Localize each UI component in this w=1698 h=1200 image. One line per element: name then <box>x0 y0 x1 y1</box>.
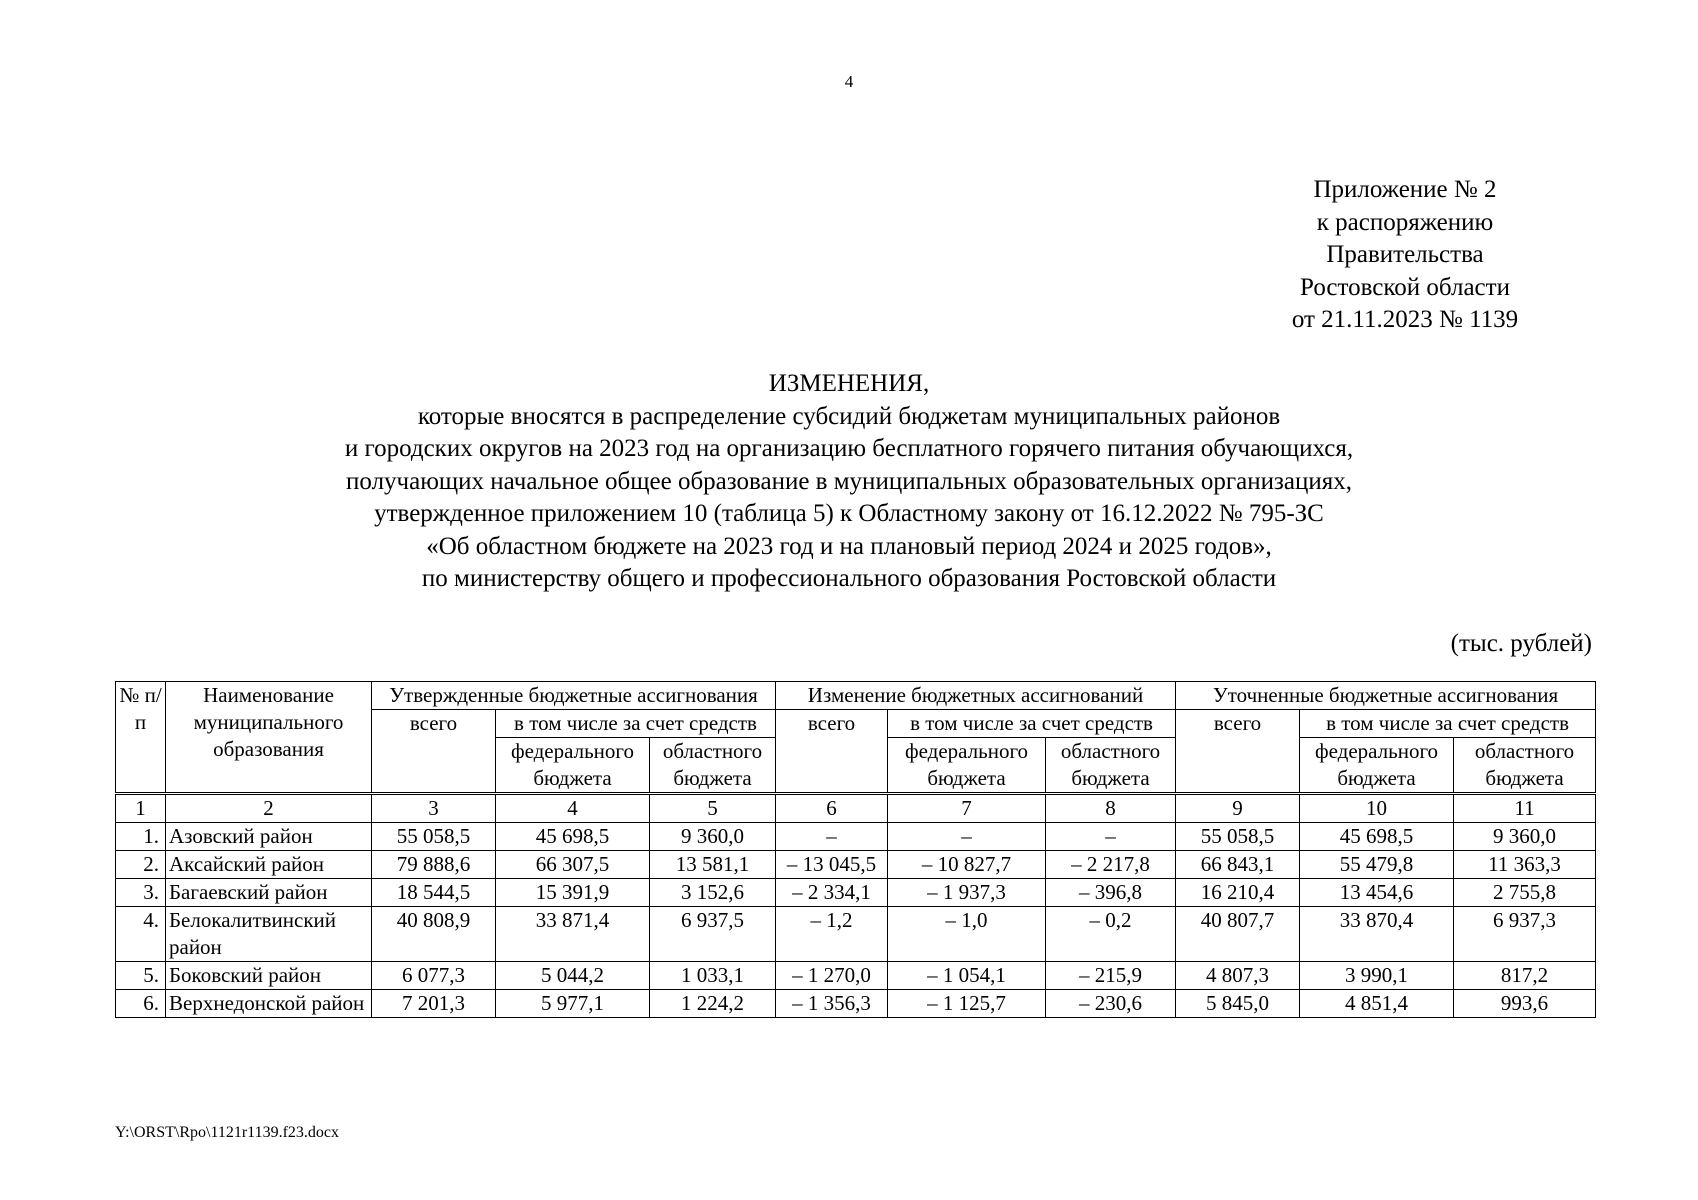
column-number: 7 <box>888 794 1046 823</box>
amount-cell: 5 845,0 <box>1176 990 1300 1018</box>
table-row <box>116 907 1596 962</box>
header-regional: областного бюджета <box>650 738 776 794</box>
amount-cell: 993,6 <box>1454 990 1596 1018</box>
amount-cell: 5 044,2 <box>496 962 650 990</box>
row-index: 3. <box>116 879 166 907</box>
amount-cell: 2 755,8 <box>1454 879 1596 907</box>
amount-cell: – 10 827,7 <box>888 851 1046 879</box>
heading-line: по министерству общего и профессионального образования Ростовской области <box>421 565 1277 592</box>
municipality-name: Верхнедонской район <box>166 990 372 1018</box>
header-total: всего <box>1176 710 1300 794</box>
column-number-row <box>116 794 1596 823</box>
header-regional: областного бюджета <box>1046 738 1176 794</box>
amount-cell: 3 152,6 <box>650 879 776 907</box>
amount-cell: 4 807,3 <box>1176 962 1300 990</box>
heading-line: и городских округов на 2023 год на организацию бесплатного горячего питания обучающихся, <box>344 435 1354 462</box>
amount-cell: 7 201,3 <box>372 990 496 1018</box>
allocation-table <box>115 681 1596 1018</box>
header-approved: Утвержденные бюджетные ассигнования <box>372 682 776 710</box>
amount-cell: 15 391,9 <box>496 879 650 907</box>
column-number: 10 <box>1300 794 1454 823</box>
heading-line: получающих начальное общее образование в муниципальных образовательных организациях, <box>346 467 1352 495</box>
column-number: 11 <box>1454 794 1596 823</box>
table-row <box>116 990 1596 1018</box>
amount-cell: 5 977,1 <box>496 990 650 1018</box>
amount-cell: 40 807,7 <box>1176 907 1300 962</box>
table-body <box>116 794 1596 1018</box>
amount-cell: – 1,2 <box>776 907 888 962</box>
header-including: в том числе за счет средств <box>888 710 1176 738</box>
row-index: 5. <box>116 962 166 990</box>
amount-cell: 45 698,5 <box>1300 823 1454 851</box>
table-row <box>116 823 1596 851</box>
column-number: 6 <box>776 794 888 823</box>
column-number: 9 <box>1176 794 1300 823</box>
municipality-name: Азовский район <box>166 823 372 851</box>
amount-cell: – 215,9 <box>1046 962 1176 990</box>
amount-cell: 33 870,4 <box>1300 907 1454 962</box>
amount-cell: 79 888,6 <box>372 851 496 879</box>
header-name: Наименование муниципального образования <box>166 682 372 794</box>
amount-cell: 4 851,4 <box>1300 990 1454 1018</box>
row-index: 4. <box>116 907 166 962</box>
municipality-name: Белокалитвинский район <box>166 907 372 962</box>
header-including: в том числе за счет средств <box>1300 710 1596 738</box>
amount-cell: – 1 270,0 <box>776 962 888 990</box>
amount-cell: – 396,8 <box>1046 879 1176 907</box>
amount-cell: – <box>776 823 888 851</box>
amount-cell: 11 363,3 <box>1454 851 1596 879</box>
amount-cell: 13 454,6 <box>1300 879 1454 907</box>
row-index: 1. <box>116 823 166 851</box>
amount-cell: 1 224,2 <box>650 990 776 1018</box>
appendix-line: от 21.11.2023 № 1139 <box>1291 306 1519 333</box>
municipality-name: Аксайский район <box>166 851 372 879</box>
row-index: 6. <box>116 990 166 1018</box>
table-row <box>116 879 1596 907</box>
document-title: ИЗМЕНЕНИЯ, <box>768 370 930 397</box>
amount-cell: 13 581,1 <box>650 851 776 879</box>
file-path: Y:\ORST\Rpo\1121r1139.f23.docx <box>115 1124 340 1141</box>
amount-cell: 18 544,5 <box>372 879 496 907</box>
amount-cell: 16 210,4 <box>1176 879 1300 907</box>
amount-cell: – 230,6 <box>1046 990 1176 1018</box>
appendix-block <box>1260 174 1550 337</box>
amount-cell: – 2 334,1 <box>776 879 888 907</box>
amount-cell: – <box>1046 823 1176 851</box>
header-revised: Уточненные бюджетные ассигнования <box>1176 682 1596 710</box>
document-heading <box>0 368 1698 596</box>
amount-cell: 55 058,5 <box>1176 823 1300 851</box>
heading-line: которые вносятся в распределение субсидий бюджетам муниципальных районов <box>417 402 1281 430</box>
table-row <box>116 962 1596 990</box>
amount-cell: – 1 356,3 <box>776 990 888 1018</box>
amount-cell: 66 307,5 <box>496 851 650 879</box>
header-no: № п/п <box>116 682 166 794</box>
header-including: в том числе за счет средств <box>496 710 776 738</box>
amount-cell: 817,2 <box>1454 962 1596 990</box>
amount-cell: 9 360,0 <box>1454 823 1596 851</box>
appendix-line: Правительства <box>1326 241 1484 268</box>
amount-cell: – 2 217,8 <box>1046 851 1176 879</box>
municipality-name: Багаевский район <box>166 879 372 907</box>
amount-cell: 66 843,1 <box>1176 851 1300 879</box>
table-row <box>116 851 1596 879</box>
amount-cell: – 1 054,1 <box>888 962 1046 990</box>
amount-cell: – 0,2 <box>1046 907 1176 962</box>
column-number: 3 <box>372 794 496 823</box>
amount-cell: 6 937,3 <box>1454 907 1596 962</box>
column-number: 1 <box>116 794 166 823</box>
amount-cell: – <box>888 823 1046 851</box>
header-federal: федерального бюджета <box>888 738 1046 794</box>
amount-cell: – 1,0 <box>888 907 1046 962</box>
header-change: Изменение бюджетных ассигнований <box>776 682 1176 710</box>
amount-cell: 3 990,1 <box>1300 962 1454 990</box>
amount-cell: 33 871,4 <box>496 907 650 962</box>
amount-cell: 45 698,5 <box>496 823 650 851</box>
heading-line: утвержденное приложением 10 (таблица 5) к Областному закону от 16.12.2022 № 795-ЗС <box>374 500 1324 527</box>
units-label: (тыс. рублей) <box>1450 630 1592 657</box>
amount-cell: – 13 045,5 <box>776 851 888 879</box>
appendix-line: к распоряжению <box>1316 208 1494 236</box>
amount-cell: 9 360,0 <box>650 823 776 851</box>
amount-cell: 1 033,1 <box>650 962 776 990</box>
column-number: 5 <box>650 794 776 823</box>
page-number: 4 <box>844 72 854 91</box>
row-index: 2. <box>116 851 166 879</box>
appendix-line: Ростовской области <box>1300 273 1510 301</box>
header-total: всего <box>776 710 888 794</box>
amount-cell: 55 058,5 <box>372 823 496 851</box>
appendix-line: Приложение № 2 <box>1313 176 1497 203</box>
header-federal: федерального бюджета <box>496 738 650 794</box>
amount-cell: 40 808,9 <box>372 907 496 962</box>
municipality-name: Боковский район <box>166 962 372 990</box>
header-regional: областного бюджета <box>1454 738 1596 794</box>
column-number: 4 <box>496 794 650 823</box>
header-total: всего <box>372 710 496 794</box>
amount-cell: – 1 937,3 <box>888 879 1046 907</box>
heading-line: «Об областном бюджете на 2023 год и на плановый период 2024 и 2025 годов», <box>426 532 1272 560</box>
header-federal: федерального бюджета <box>1300 738 1454 794</box>
column-number: 2 <box>166 794 372 823</box>
amount-cell: 55 479,8 <box>1300 851 1454 879</box>
column-number: 8 <box>1046 794 1176 823</box>
amount-cell: – 1 125,7 <box>888 990 1046 1018</box>
amount-cell: 6 937,5 <box>650 907 776 962</box>
amount-cell: 6 077,3 <box>372 962 496 990</box>
